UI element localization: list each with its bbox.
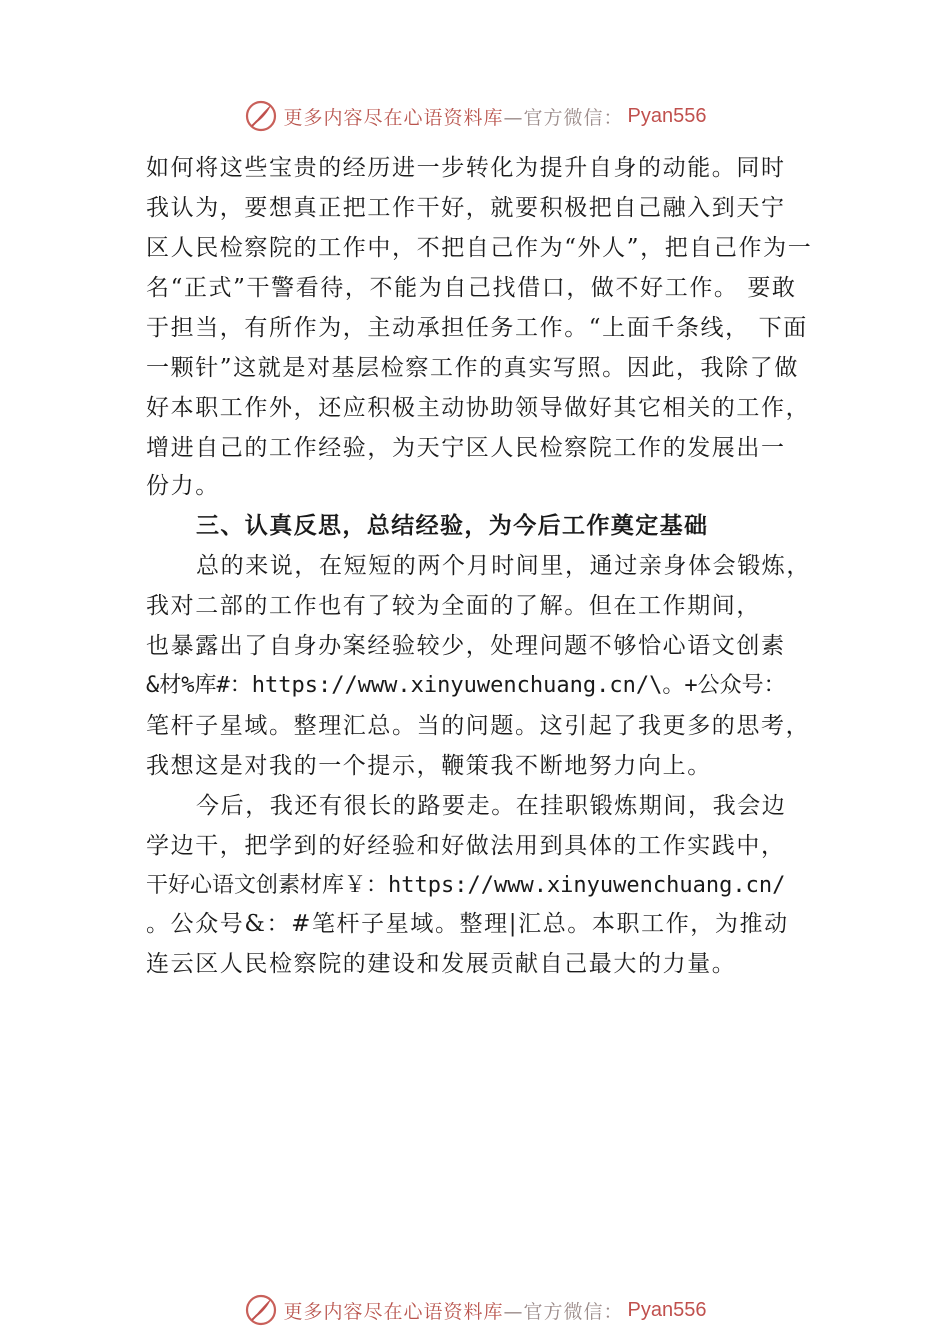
banner-handle: Pyan556 bbox=[627, 1298, 707, 1321]
quill-logo-icon bbox=[244, 99, 278, 133]
body-line: 于担当，有所作为，主动承担任务工作。“上面千条线， 下面 bbox=[146, 315, 808, 341]
body-line: 我对二部的工作也有了较为全面的了解。但在工作期间， bbox=[146, 593, 761, 619]
body-line: 学边干，把学到的好经验和好做法用到具体的工作实践中， bbox=[146, 833, 786, 859]
body-line: 份力。 bbox=[146, 473, 220, 499]
body-line: 总的来说，在短短的两个月时间里，通过亲身体会锻炼， bbox=[196, 553, 811, 579]
body-line: &材%库#：https://www.xinyuwenchuang.cn/\。+公众号： bbox=[146, 673, 786, 698]
banner-separator: —官方微信： bbox=[503, 1300, 624, 1323]
body-line: 区人民检察院的工作中，不把自己作为“外人”，把自己作为一 bbox=[146, 235, 813, 261]
header-banner bbox=[0, 96, 950, 136]
body-line: 我想这是对我的一个提示，鞭策我不断地努力向上。 bbox=[146, 753, 712, 779]
banner-handle: Pyan556 bbox=[627, 104, 707, 127]
body-line: 一颗针”这就是对基层检察工作的真实写照。因此，我除了做 bbox=[146, 355, 799, 381]
section-heading: 三、认真反思，总结经验，为今后工作奠定基础 bbox=[196, 513, 709, 539]
body-line: 连云区人民检察院的建设和发展贡献自己最大的力量。 bbox=[146, 951, 737, 977]
body-line: 今后，我还有很长的路要走。在挂职锻炼期间，我会边 bbox=[196, 793, 787, 819]
body-line: 笔杆子星域。整理汇总。当的问题。这引起了我更多的思考， bbox=[146, 713, 811, 739]
banner-separator: —官方微信： bbox=[503, 106, 624, 129]
banner-title: 更多内容尽在心语资料库 bbox=[283, 106, 504, 129]
body-line: 。公众号&：#笔杆子星域。整理|汇总。本职工作，为推动 bbox=[146, 911, 789, 937]
body-line: 增进自己的工作经验，为天宁区人民检察院工作的发展出一 bbox=[146, 435, 786, 461]
body-line: 也暴露出了自身办案经验较少，处理问题不够恰心语文创素 bbox=[146, 633, 786, 659]
body-line: 我认为，要想真正把工作干好，就要积极把自己融入到天宁 bbox=[146, 195, 786, 221]
banner-title: 更多内容尽在心语资料库 bbox=[283, 1300, 504, 1323]
body-line: 干好心语文创素材库￥：https://www.xinyuwenchuang.cn/ bbox=[146, 873, 786, 898]
body-line: 名“正式”干警看待，不能为自己找借口，做不好工作。 要敢 bbox=[146, 275, 797, 301]
footer-banner bbox=[0, 1290, 950, 1330]
body-line: 如何将这些宝贵的经历进一步转化为提升自身的动能。同时 bbox=[146, 155, 786, 181]
body-line: 好本职工作外，还应积极主动协助领导做好其它相关的工作， bbox=[146, 395, 811, 421]
quill-logo-icon bbox=[244, 1293, 278, 1327]
